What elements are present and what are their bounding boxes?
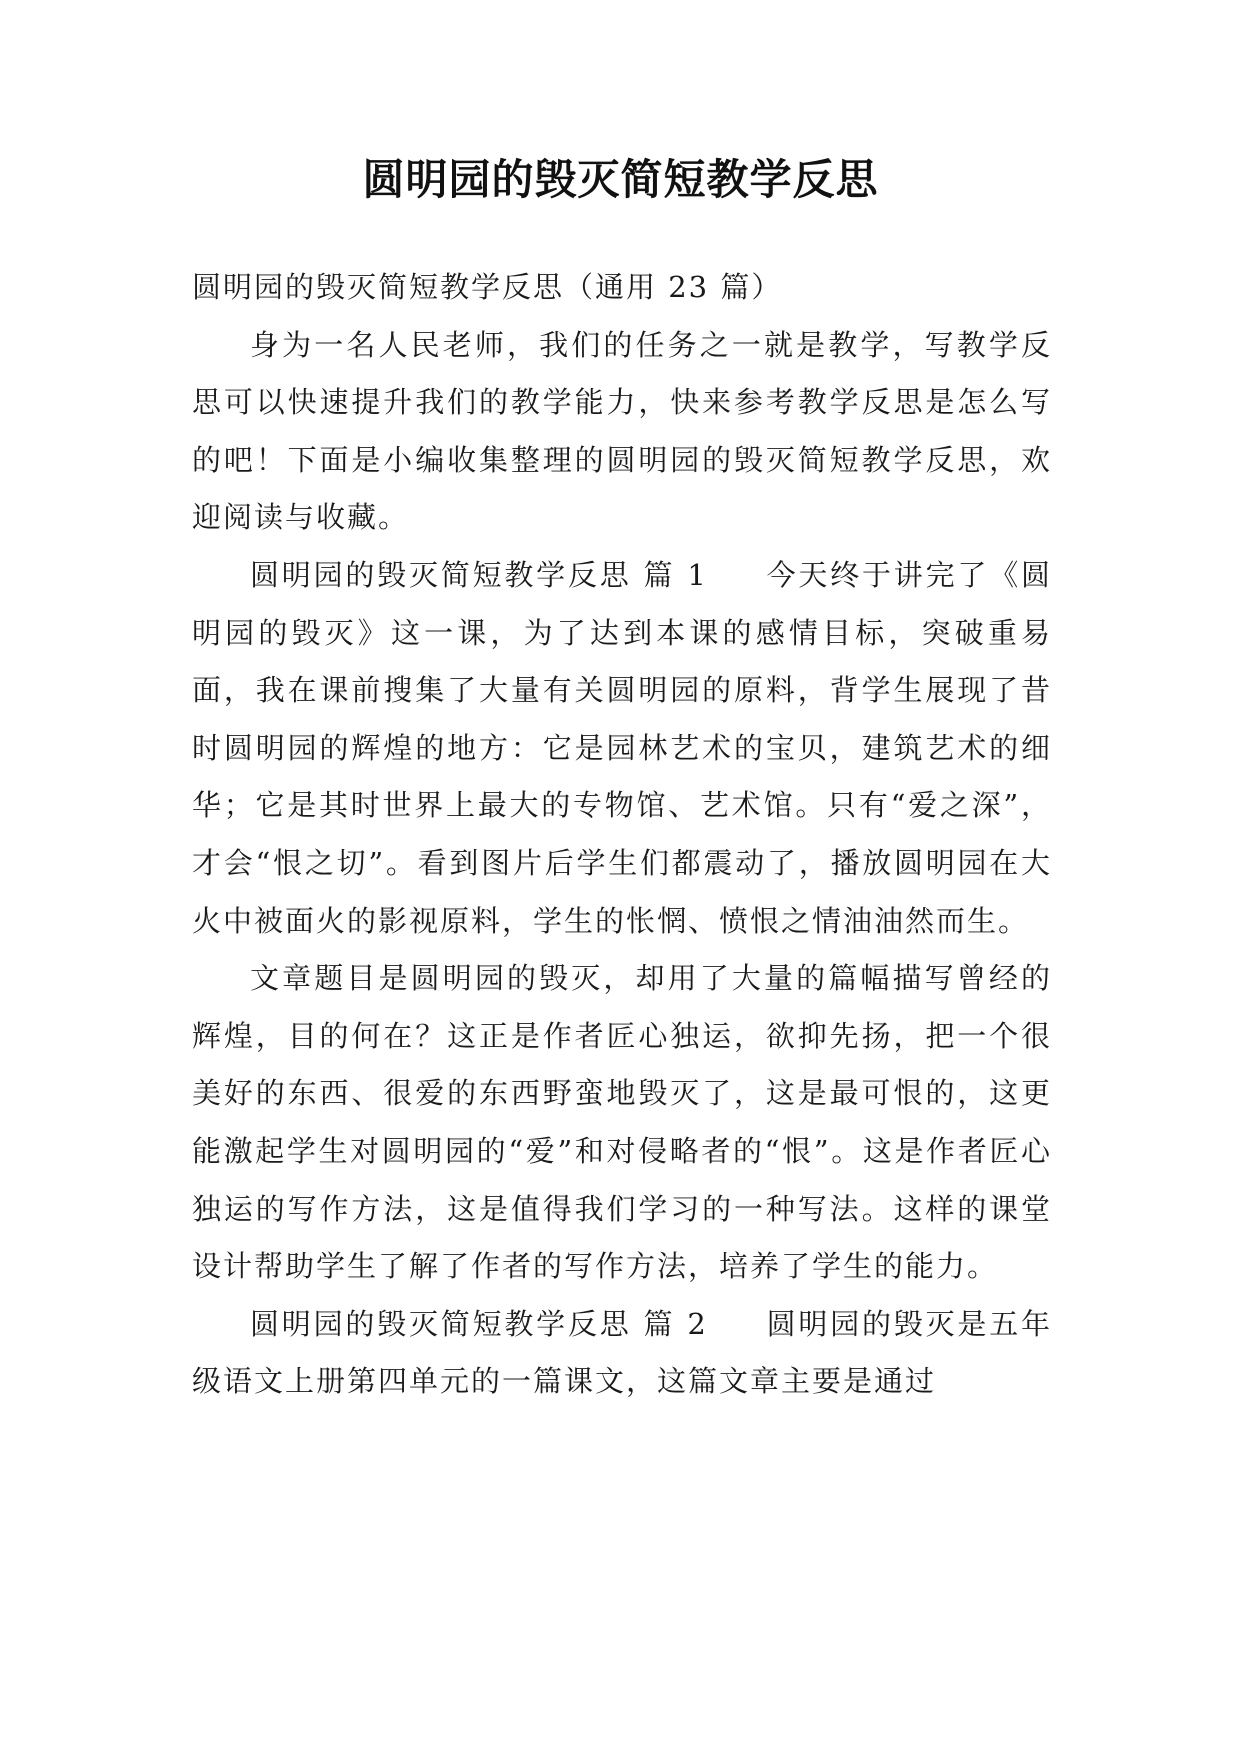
document-title: 圆明园的毁灭简短教学反思 xyxy=(362,155,879,204)
section-2-first-paragraph xyxy=(192,1296,1052,1411)
section-1-heading: 圆明园的毁灭简短教学反思 篇 1 xyxy=(250,557,708,592)
section-2-heading: 圆明园的毁灭简短教学反思 篇 2 xyxy=(250,1306,708,1341)
intro-paragraph: 身为一名人民老师，我们的任务之一就是教学，写教学反思可以快速提升我们的教学能力，快来参考教学反思是怎么写的吧！下面是小编收集整理的圆明园的毁灭简短教学反思，欢迎阅读与收藏。 xyxy=(192,327,1052,535)
document-body xyxy=(192,259,1052,1411)
document-subtitle: 圆明园的毁灭简短教学反思（通用 23 篇） xyxy=(192,270,783,304)
section-1-para-1: 今天终于讲完了《圆明园的毁灭》这一课，为了达到本课的感情目标，突破重易面，我在课前搜集了大量有关圆明园的原料，背学生展现了昔时圆明园的辉煌的地方：它是园林艺术的宝贝，建筑艺术的细华；它是其时世界上最大的专物馆、艺术馆。只有“爱之深”，才会“恨之切”。看到图片后学生们都震动了，播放圆明园在大火中被面火的影视原料，学生的怅惘、愤恨之情油油然而生。 xyxy=(192,557,1052,938)
section-1-para-2: 文章题目是圆明园的毁灭，却用了大量的篇幅描写曾经的辉煌，目的何在？这正是作者匠心独运，欲抑先扬，把一个很美好的东西、很爱的东西野蛮地毁灭了，这是最可恨的，这更能激起学生对圆明园的“爱”和对侵略者的“恨”。这是作者匠心独运的写作方法，这是值得我们学习的一种写法。这样的课堂设计帮助学生了解了作者的写作方法，培养了学生的能力。 xyxy=(192,961,1052,1284)
section-2-para-1: 圆明园的毁灭是五年级语文上册第四单元的一篇课文，这篇文章主要是通过 xyxy=(192,1306,1052,1399)
section-1-first-paragraph xyxy=(192,547,1052,950)
